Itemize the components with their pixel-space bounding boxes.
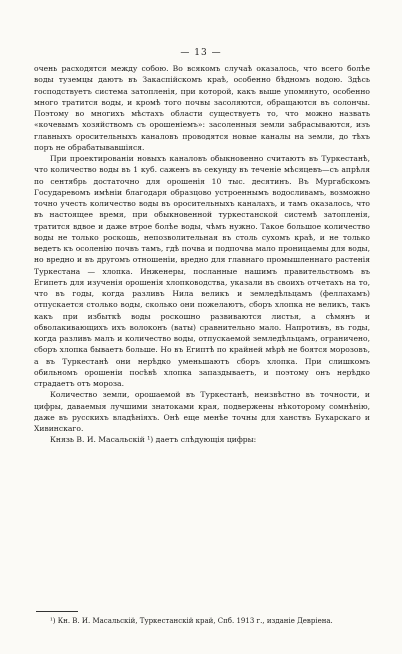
- paragraph-1: очень расходятся между собою. Во всякомъ случаѣ оказалось, что всего болѣе воды туземцы даютъ въ Закаспійскомъ краѣ, особенно бѣдномъ водою. Здѣсь господствуетъ система затопленія, при которой, какъ выше упомянуто, особенно много тратится воды, и кромѣ того почвы засоляются, обращаются въ солончы. Поэтому во многихъ мѣстахъ области существуетъ то, что можно назвать «кочевымъ хозяйствомъ съ орошеніемъ»: засоленныя земли забрасываются, изъ главныхъ оросительныхъ каналовъ проводятся новые каналы на земли, до тѣхъ поръ не обрабатывавшіяся.: [34, 64, 370, 152]
- paragraph-2: При проектированіи новыхъ каналовъ обыкновенно считаютъ въ Туркестанѣ, что количество воды въ 1 куб. саженъ въ секунду въ теченіе мѣсяцевъ—съ апрѣля по сентябрь достаточно для орошенія 10 тыс. десятинъ. Въ Мургабскомъ Государевомъ имѣніи благодаря образцово устроеннымъ водосливамъ, возможно точно учесть количество воды въ оросительныхъ каналахъ, и тамъ оказалось, что въ настоящее время, при обыкновенной туркестанской системѣ затопленія, тратится вдвое и даже втрое болѣе воды, чѣмъ нужно. Такое большое количество воды не только роскошь, непозволительная въ столь сухомъ краѣ, и не только ведетъ къ осоленію почвъ тамъ, гдѣ почва и подпочва мало проницаемы для воды, но вредно и въ другомъ отношеніи, вредно для главнаго промышленнаго растенія Туркестана — хлопка. Инженеры, посланные нашимъ правительствомъ въ Египетъ для изученія орошенія хлопководства, указали въ своихъ отчетахъ на то, что въ годы, когда разливъ Нила великъ и земледѣльцамъ (феллахамъ) отпускается столько воды, сколько они пожелаютъ, сборъ хлопка не великъ, такъ какъ при избыткѣ воды роскошно развиваются листья, а сѣмянъ и обволакивающихъ ихъ волоконъ (ваты) сравнительно мало. Напротивъ, въ годы, когда разливъ малъ и количество воды, отпускаемой земледѣльцамъ, ограничено, сборъ хлопка бываетъ больше. Но въ Египтѣ по крайней мѣрѣ не боятся морозовъ, а въ Туркестанѣ они нерѣдко уменьшаютъ сборъ хлопка. При слишкомъ обильномъ орошеніи посѣвѣ хлопка запаздываетъ, и поэтому онъ нерѣдко страдаетъ отъ мороза.: [34, 154, 370, 388]
- body-text: [34, 63, 370, 446]
- footnote-divider: [36, 611, 78, 612]
- paragraph-4: Князь В. И. Масальскій ¹) даетъ слѣдующія цифры:: [50, 435, 257, 445]
- page-number: — 13 —: [180, 48, 222, 58]
- footnote: ¹) Кн. В. И. Масальскій, Туркестанскій край, Спб. 1913 г., изданіе Девріена.: [50, 617, 333, 625]
- paragraph-3: Количество земли, орошаемой въ Туркестанѣ, неизвѣстно въ точности, и цифры, даваемыя лучшими знатоками края, подвержены нѣкоторому сомнѣнію, даже въ русскихъ владѣніяхъ. Онѣ еще менѣе точны для ханствъ Бухарскаго и Хивинскаго.: [34, 390, 370, 433]
